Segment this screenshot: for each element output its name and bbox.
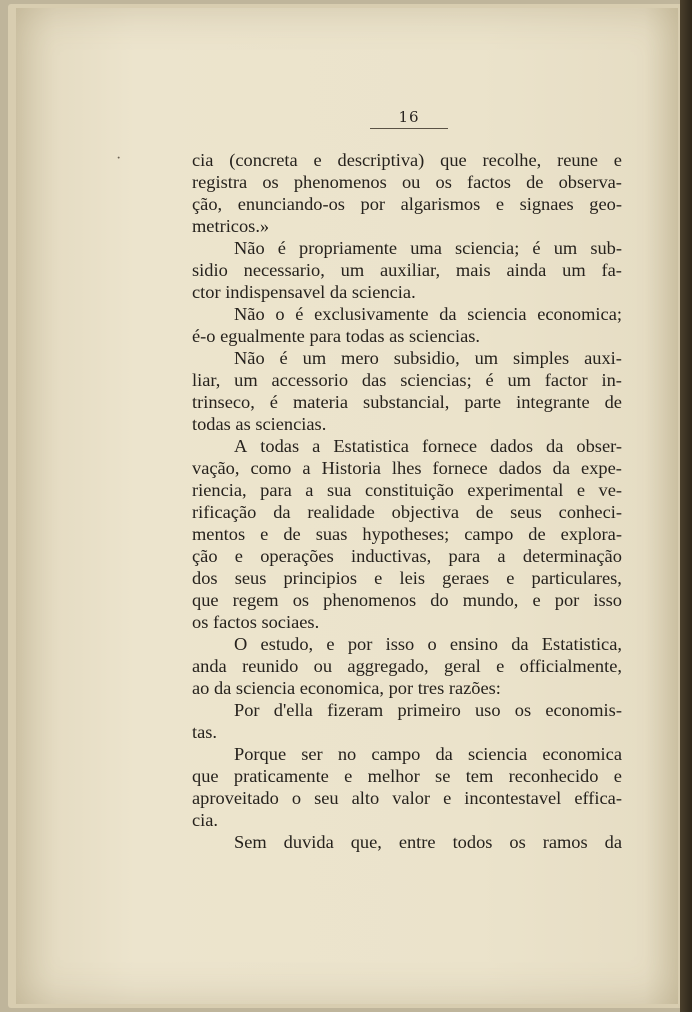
text-line: mentos e de suas hypotheses; campo de explora- [192,524,622,544]
text-line: liar, um accessorio das sciencias; é um factor in- [192,370,622,390]
text-line: O estudo, e por isso o ensino da Estatistica, [234,634,622,654]
text-line: Não o é exclusivamente da sciencia economica; [234,304,622,324]
text-line: tas. [192,722,218,742]
binding-edge [680,0,692,1012]
page-number: 16 [370,108,448,129]
text-line: ctor indispensavel da sciencia. [192,282,416,302]
text-line: todas as sciencias. [192,414,327,434]
margin-mark: · [116,150,122,167]
text-line: metricos.» [192,216,270,236]
text-line: vação, como a Historia lhes fornece dados da expe- [192,458,622,478]
body-text [192,149,622,853]
text-line: ao da sciencia economica, por tres razões: [192,678,501,698]
text-line: riencia, para a sua constituição experimental e ve- [192,480,622,500]
text-line: é-o egualmente para todas as sciencias. [192,326,480,346]
text-line: os factos sociaes. [192,612,320,632]
text-line: A todas a Estatistica fornece dados da obser- [234,436,622,456]
text-line: anda reunido ou aggregado, geral e officialmente, [192,656,622,676]
text-line: cia (concreta e descriptiva) que recolhe, reune e [192,150,622,170]
text-line: Não é um mero subsidio, um simples auxi- [234,348,622,368]
text-line: Sem duvida que, entre todos os ramos da [234,832,622,852]
text-line: rificação da realidade objectiva de seus conheci- [192,502,622,522]
text-line: aproveitado o seu alto valor e incontestavel effica- [192,788,622,808]
text-line: ção, enunciando-os por algarismos e signaes geo- [192,194,622,214]
text-line: trinseco, é materia substancial, parte integrante de [192,392,622,412]
text-line: ção e operações inductivas, para a determinação [192,546,622,566]
text-line: que regem os phenomenos do mundo, e por isso [192,590,622,610]
text-line: dos seus principios e leis geraes e particulares, [192,568,622,588]
text-line: Por d'ella fizeram primeiro uso os economis- [234,700,622,720]
text-line: sidio necessario, um auxiliar, mais ainda um fa- [192,260,622,280]
text-line: registra os phenomenos ou os factos de observa- [192,172,622,192]
text-line: cia. [192,810,219,830]
text-line: que praticamente e melhor se tem reconhecido e [192,766,622,786]
text-line: Porque ser no campo da sciencia economica [234,744,622,764]
text-line: Não é propriamente uma sciencia; é um sub- [234,238,622,258]
